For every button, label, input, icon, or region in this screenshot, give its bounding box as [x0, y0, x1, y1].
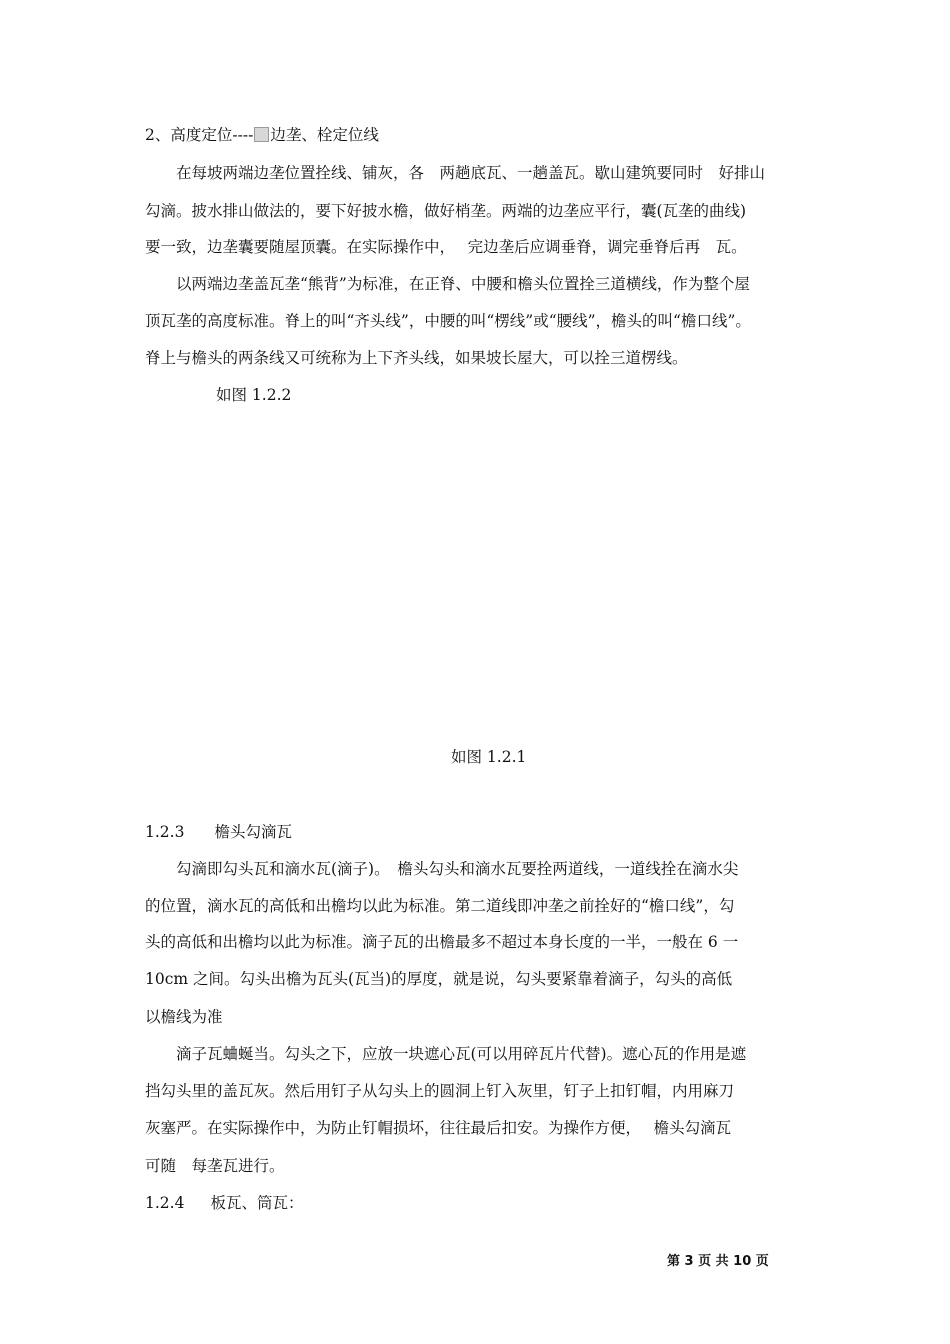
paragraph-line: 挡勾头里的盖瓦灰。然后用钉子从勾头上的圆洞上钉入灰里，钉子上扣钉帽，内用麻刀: [145, 1082, 735, 1100]
paragraph-line: 要一致，边垄囊要随屋顶囊。在实际操作中， 完边垄后应调垂脊，调完垂脊后再 瓦。: [145, 238, 747, 256]
paragraph-line: 勾滴。披水排山做法的，要下好披水檐，做好梢垄。两端的边垄应平行，囊(瓦垄的曲线): [145, 202, 747, 220]
paragraph-line: 可随 每垄瓦进行。: [145, 1157, 285, 1175]
paragraph-line: 以檐线为准: [145, 1008, 223, 1026]
paragraph-line: 以两端边垄盖瓦垄“熊背”为标准，在正脊、中腰和檐头位置拴三道横线，作为整个屋: [176, 275, 750, 293]
heading-text-prefix: 2、高度定位----: [145, 126, 254, 144]
section-title: 檐头勾滴瓦: [214, 823, 292, 841]
section-number: 1.2.3: [145, 823, 185, 841]
paragraph-line: 滴子瓦蛐蜒当。勾头之下，应放一块遮心瓦(可以用碎瓦片代替)。遮心瓦的作用是遮: [176, 1045, 747, 1063]
section-heading-123: [145, 822, 292, 842]
paragraph-line: 勾滴即勾头瓦和滴水瓦(滴子)。 檐头勾头和滴水瓦要拴两道线，一道线拴在滴水尖: [176, 860, 739, 878]
section-title: 板瓦、筒瓦：: [210, 1194, 304, 1212]
paragraph-line: 10cm 之间。勾头出檐为瓦头(瓦当)的厚度，就是说，勾头要紧靠着滴子，勾头的高低: [145, 970, 733, 988]
paragraph-line: 脊上与檐头的两条线又可统称为上下齐头线，如果坡长屋大，可以拴三道楞线。: [145, 349, 688, 367]
paragraph-line: 顶瓦垄的高度标准。脊上的叫“齐头线”，中腰的叫“楞线”或“腰线”，檐头的叫“檐口线”。: [145, 312, 751, 330]
paragraph-line: 的位置，滴水瓦的高低和出檐均以此为标准。第二道线即冲垄之前拴好的“檐口线”，勾: [145, 897, 735, 915]
page-footer: 第 3 页 共 10 页: [667, 1254, 769, 1269]
missing-glyph-mark: [254, 127, 269, 142]
paragraph-line: 在每坡两端边垄位置拴线、铺灰，各 两趟底瓦、一趟盖瓦。歇山建筑要同时 好排山: [176, 164, 766, 182]
heading-text-suffix: 边垄、栓定位线: [270, 126, 379, 144]
figure-reference: 如图 1.2.2: [216, 386, 292, 404]
section-heading-height: [145, 125, 379, 145]
section-heading-124: [145, 1193, 303, 1213]
section-number: 1.2.4: [145, 1194, 185, 1212]
paragraph-line: 头的高低和出檐均以此为标准。滴子瓦的出檐最多不超过本身长度的一半，一般在 6 一: [145, 933, 739, 951]
figure-caption: 如图 1.2.1: [451, 748, 527, 766]
paragraph-line: 灰塞严。在实际操作中，为防止钉帽损坏，往往最后扣安。为操作方便， 檐头勾滴瓦: [145, 1119, 732, 1137]
